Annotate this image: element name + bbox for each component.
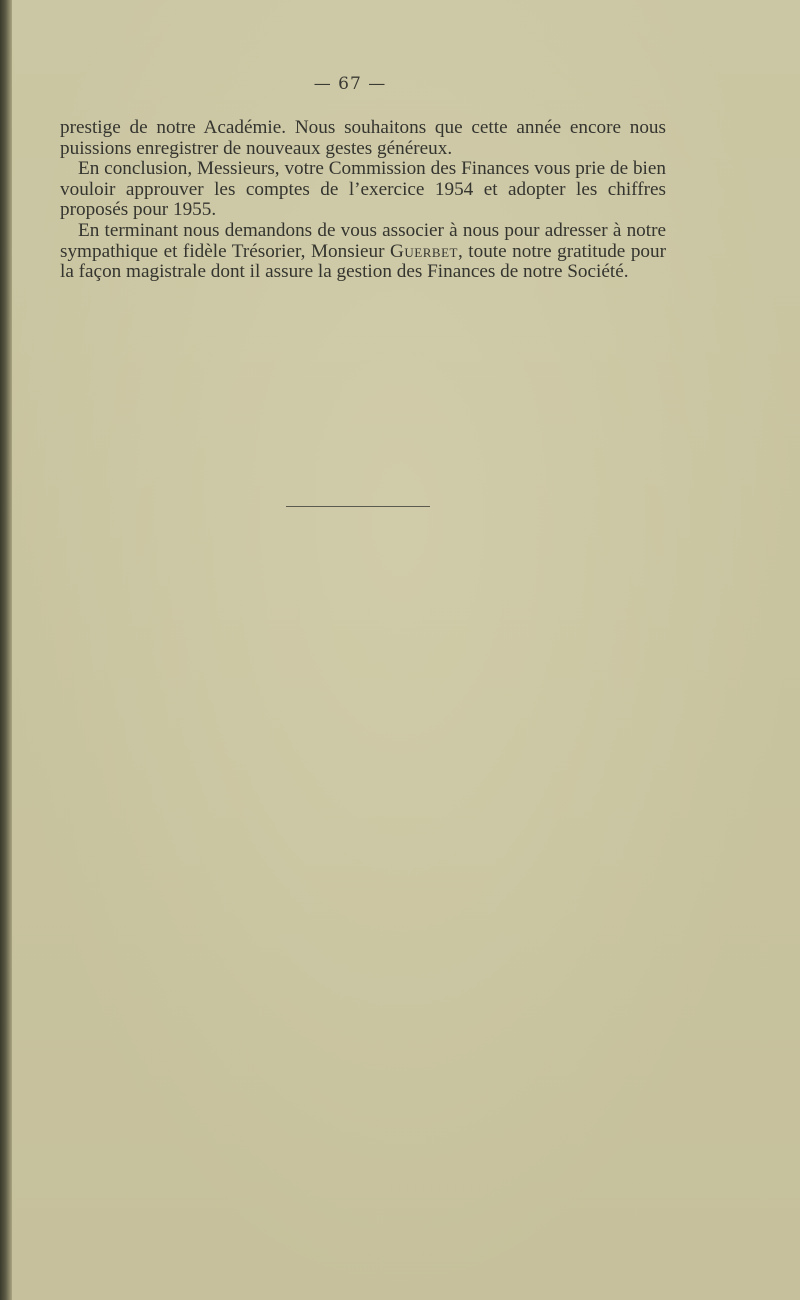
paragraph-continuation: prestige de notre Académie. Nous souhaitons que cette année encore nous puissions enregistrer de nouveaux gestes généreux. — [60, 117, 666, 159]
treasurer-name: Guerbet — [390, 240, 458, 262]
book-binding-edge — [0, 0, 12, 1300]
section-end-rule — [286, 506, 430, 507]
paragraph-conclusion: En conclusion, Messieurs, votre Commission des Finances vous prie de bien vouloir approuver les comptes de l’exercice 1954 et adopter les chiffres proposés pour 1955. — [60, 158, 666, 221]
page-number: — 67 — — [313, 74, 387, 94]
body-text — [60, 118, 666, 283]
paragraph-closing — [60, 221, 666, 283]
closing-text-before: En terminant nous demandons de vous associer à nous pour adresser à notre sympathique et fidèle Trésorier, Monsieur — [60, 219, 666, 262]
closing-text-after: , toute notre gratitude pour la façon magistrale dont il assure la gestion des Finances de notre Société. — [60, 240, 666, 283]
